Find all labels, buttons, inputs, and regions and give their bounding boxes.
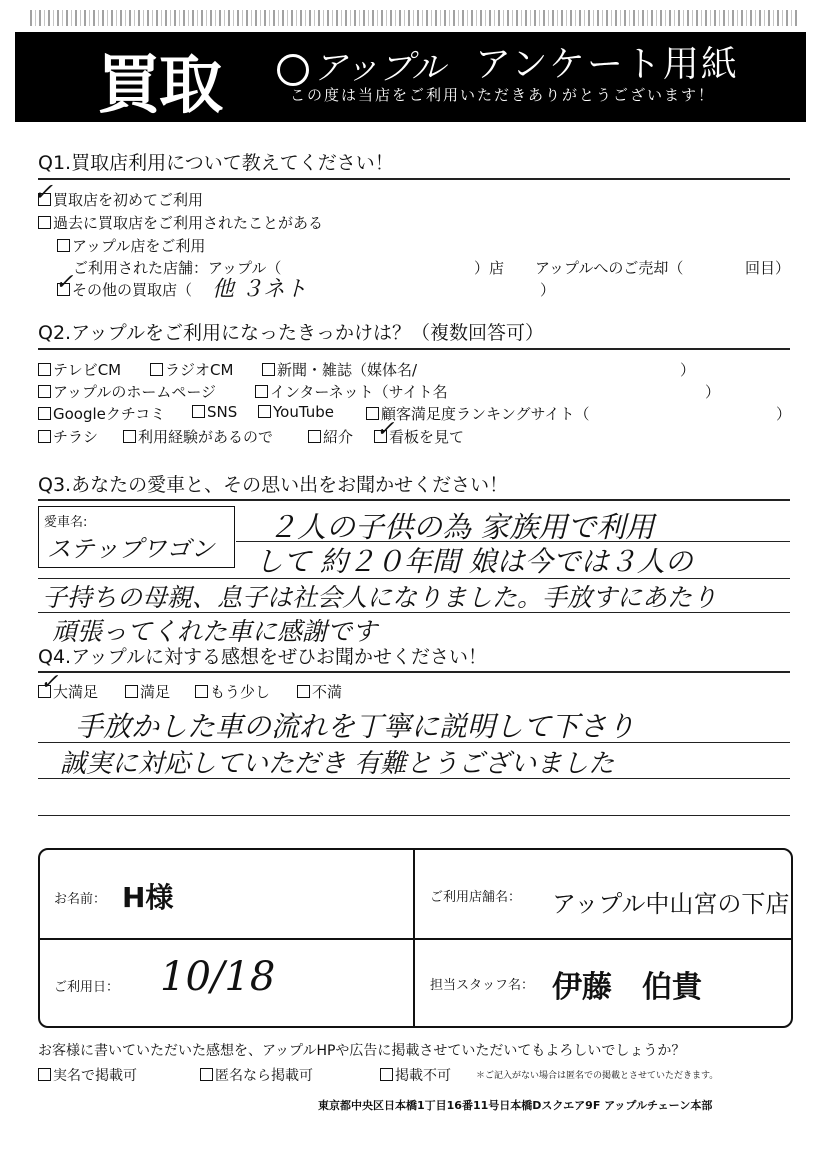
comment-line-1: 手放かした車の流れを丁寧に説明して下さり <box>75 710 636 743</box>
car-name-label: 愛車名: <box>44 515 88 530</box>
check-mark-icon: ✓ <box>40 670 59 695</box>
scan-noise <box>30 10 800 26</box>
q2-option-google[interactable]: Googleクチコミ <box>38 403 165 424</box>
checkbox[interactable] <box>200 1068 213 1081</box>
q2-option-experience[interactable]: 利用経験があるので <box>123 426 273 447</box>
checkbox[interactable] <box>192 405 205 418</box>
checkbox[interactable] <box>125 685 138 698</box>
q4-heading: Q4.アップルに対する感想をぜひお聞かせください！ <box>38 646 487 668</box>
check-mark-icon: ✓ <box>33 178 54 206</box>
divider <box>38 178 790 180</box>
date-value: 10/18 <box>160 954 276 1000</box>
q2-option-newspaper[interactable]: 新聞・雑誌（媒体名/ <box>262 359 417 380</box>
memory-line-2: して 約２０年間 娘は今では３人の <box>255 545 693 578</box>
brand-logo: アップル <box>277 40 445 89</box>
header-banner <box>15 32 806 122</box>
publish-option-anonymous[interactable]: 匿名なら掲載可 <box>200 1065 313 1085</box>
checkbox[interactable] <box>38 407 51 420</box>
customer-info-box <box>38 848 793 1028</box>
brand-circle-icon <box>277 54 309 86</box>
q2-row2-close: ） <box>705 383 721 401</box>
q2-option-referral[interactable]: 紹介 <box>308 426 353 447</box>
checkbox[interactable] <box>123 430 136 443</box>
car-name-value: ステップワゴン <box>47 535 215 563</box>
memory-line-3: 子持ちの母親、息子は社会人になりました。手放すにあたり <box>42 583 718 612</box>
divider <box>38 671 790 673</box>
name-label: お名前： <box>54 892 107 907</box>
checkbox[interactable] <box>57 239 70 252</box>
q4-option-unsatisfied[interactable]: 不満 <box>297 681 342 702</box>
q2-option-homepage[interactable]: アップルのホームページ <box>38 381 216 402</box>
store-value: アップル中山宮の下店 <box>552 890 790 918</box>
name-value: H様 <box>122 881 174 914</box>
page-subtitle: この度は当店をご利用いただきありがとうございます！ <box>290 86 716 104</box>
publish-question: お客様に書いていただいた感想を、アップルHPや広告に掲載させていただいてもよろしいでしょうか？ <box>38 1043 686 1059</box>
q1-store-used: ご利用された店舗：アップル（ <box>73 259 282 277</box>
q2-option-sns[interactable]: SNS <box>192 403 237 421</box>
checkbox[interactable] <box>380 1068 393 1081</box>
q2-option-signboard[interactable]: 看板を見て <box>374 426 464 447</box>
q1-sale-suffix: 回目） <box>745 259 791 277</box>
memory-line-1: ２人の子供の為 家族用で利用 <box>268 510 655 544</box>
checkbox[interactable] <box>255 385 268 398</box>
company-address: 東京都中央区日本橋1丁目16番11号日本橋Dスクエア9F アップルチェーン本部 <box>318 1099 713 1112</box>
publish-option-none[interactable]: 掲載不可 <box>380 1065 451 1085</box>
q1-store-suffix: ）店 <box>474 259 505 277</box>
q1-heading: Q1.買取店利用について教えてください！ <box>38 152 394 174</box>
q1-other-handwritten: 他 ３ネト <box>212 277 307 302</box>
q2-option-ranking[interactable]: 顧客満足度ランキングサイト（ <box>366 403 590 424</box>
check-mark-icon: ✓ <box>376 417 395 442</box>
memory-line-4: 頑張ってくれた車に感謝です <box>52 617 378 646</box>
checkbox[interactable] <box>262 363 275 376</box>
q1-option-apple[interactable]: アップル店をご利用 <box>57 235 205 256</box>
q1-option-other[interactable]: その他の買取店（ <box>57 279 192 300</box>
checkbox[interactable] <box>195 685 208 698</box>
writing-line <box>38 815 790 816</box>
divider <box>40 938 791 940</box>
q3-heading: Q3.あなたの愛車と、その思い出をお聞かせください！ <box>38 474 509 496</box>
checkbox[interactable] <box>38 385 51 398</box>
q1-sale-count: アップルへのご売却（ <box>535 259 684 277</box>
store-label: ご利用店舗名： <box>430 890 522 905</box>
q4-option-very-satisfied[interactable]: 大満足 <box>38 681 98 702</box>
comment-line-2: 誠実に対応していただき 有難とうございました <box>60 749 615 779</box>
publish-note: ＊ご記入がない場合は匿名での掲載とさせていただきます。 <box>476 1071 719 1081</box>
q1-other-close: ） <box>540 281 556 299</box>
checkbox[interactable] <box>297 685 310 698</box>
q2-option-tv[interactable]: テレビCM <box>38 359 121 380</box>
page-title: アンケート用紙 <box>475 44 739 85</box>
publish-option-realname[interactable]: 実名で掲載可 <box>38 1065 137 1085</box>
q2-option-radio[interactable]: ラジオCM <box>150 359 233 380</box>
q1-option-past[interactable]: 過去に買取店をご利用されたことがある <box>38 212 323 233</box>
q2-option-youtube[interactable]: YouTube <box>258 403 334 421</box>
checkbox[interactable] <box>258 405 271 418</box>
q1-option-first[interactable]: 買取店を初めてご利用 <box>38 189 203 210</box>
checkbox[interactable] <box>308 430 321 443</box>
divider <box>38 499 790 501</box>
q2-option-flyer[interactable]: チラシ <box>38 426 98 447</box>
date-label: ご利用日： <box>54 980 120 995</box>
logo-text: 買取 <box>97 49 221 123</box>
staff-value: 伊藤 伯貴 <box>552 970 702 1005</box>
checkbox[interactable] <box>38 1068 51 1081</box>
staff-label: 担当スタッフ名： <box>430 978 535 993</box>
checkbox[interactable] <box>38 430 51 443</box>
checkbox[interactable] <box>38 363 51 376</box>
q2-row3-close: ） <box>776 405 792 423</box>
q4-option-satisfied[interactable]: 満足 <box>125 681 170 702</box>
q2-option-internet[interactable]: インターネット（サイト名 <box>255 381 448 402</box>
q2-row1-close: ） <box>680 361 696 379</box>
car-name-box <box>38 506 235 568</box>
checkbox[interactable] <box>150 363 163 376</box>
checkbox[interactable] <box>38 216 51 229</box>
divider <box>38 348 790 350</box>
q2-heading: Q2.アップルをご利用になったきっかけは？（複数回答可） <box>38 322 544 344</box>
q4-option-somewhat[interactable]: もう少し <box>195 681 270 702</box>
check-mark-icon: ✓ <box>55 270 74 295</box>
